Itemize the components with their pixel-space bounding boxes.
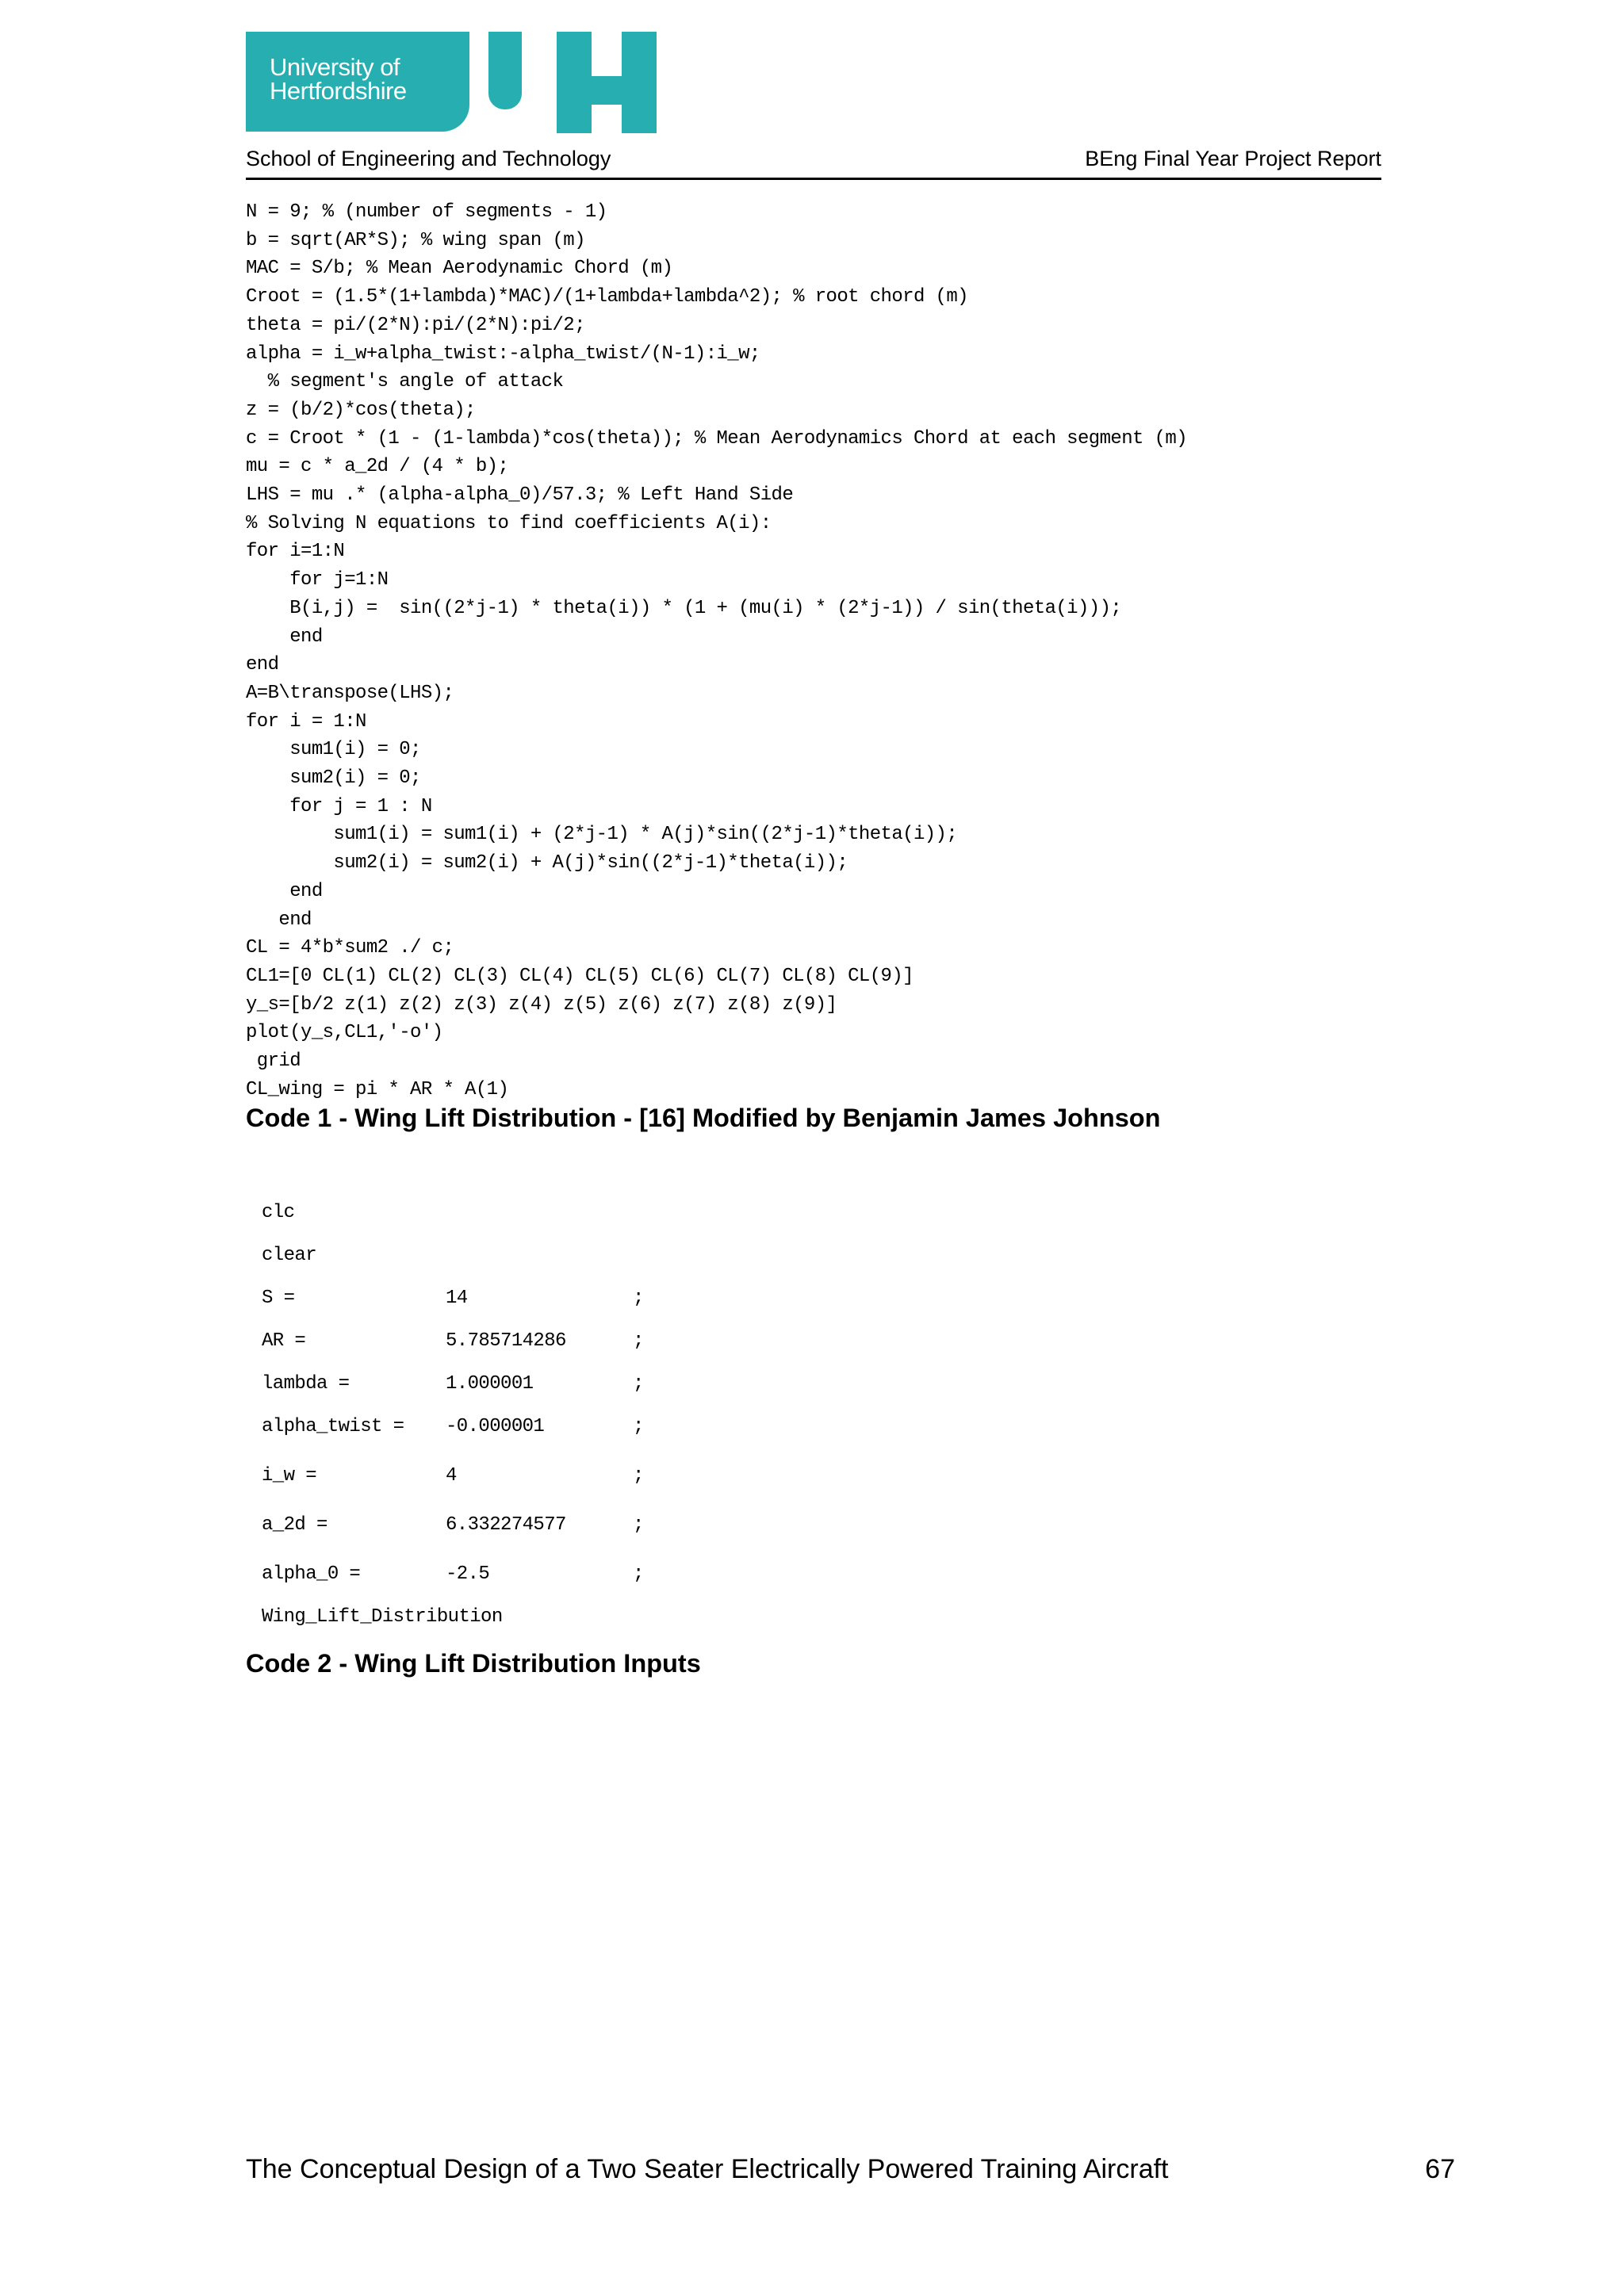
code-line: N = 9; % (number of segments - 1)	[246, 201, 607, 223]
input-terminator: ;	[633, 1563, 644, 1585]
input-terminator: ;	[633, 1330, 644, 1352]
code-line: alpha = i_w+alpha_twist:-alpha_twist/(N-1):i_w;	[246, 342, 760, 365]
caption-code-2: Code 2 - Wing Lift Distribution Inputs	[246, 1649, 701, 1678]
code-line: b = sqrt(AR*S); % wing span (m)	[246, 229, 585, 251]
code-line: B(i,j) = sin((2*j-1) * theta(i)) * (1 + (mu(i) * (2*j-1)) / sin(theta(i)));	[246, 597, 1122, 619]
code-line: CL_wing = pi * AR * A(1)	[246, 1078, 509, 1100]
code-line: Croot = (1.5*(1+lambda)*MAC)/(1+lambda+lambda^2); % root chord (m)	[246, 286, 968, 308]
caption-code-1: Code 1 - Wing Lift Distribution - [16] Modified by Benjamin James Johnson	[246, 1104, 1161, 1132]
footer-title: The Conceptual Design of a Two Seater Electrically Powered Training Aircraft	[246, 2154, 1169, 2184]
input-value: 1.000001	[446, 1373, 534, 1395]
code-line: % Solving N equations to find coefficients A(i):	[246, 512, 772, 534]
code-line: sum1(i) = 0;	[246, 739, 421, 761]
code-listing-1	[246, 198, 1435, 1104]
logo-letter-h-right	[622, 32, 657, 133]
code-line: % segment's angle of attack	[246, 371, 564, 393]
input-name: lambda =	[262, 1373, 350, 1395]
input-name: AR =	[262, 1330, 306, 1352]
page-number: 67	[1425, 2154, 1455, 2184]
code-line: end	[246, 880, 323, 902]
code-line: MAC = S/b; % Mean Aerodynamic Chord (m)	[246, 258, 673, 280]
input-terminator: ;	[633, 1288, 644, 1309]
input-value: 6.332274577	[446, 1514, 566, 1536]
input-value: -0.000001	[446, 1416, 545, 1437]
input-terminator: ;	[633, 1373, 644, 1395]
code-line: sum2(i) = 0;	[246, 767, 421, 790]
input-value: 5.785714286	[446, 1330, 566, 1352]
input-name: clc	[262, 1202, 295, 1223]
page-header	[246, 143, 1381, 180]
input-name: clear	[262, 1245, 317, 1266]
input-name: Wing_Lift_Distribution	[262, 1606, 503, 1628]
code-line: A=B\transpose(LHS);	[246, 682, 454, 704]
code-line: end	[246, 654, 279, 676]
code-line: theta = pi/(2*N):pi/(2*N):pi/2;	[246, 314, 585, 336]
header-school: School of Engineering and Technology	[246, 147, 611, 170]
code-line: end	[246, 909, 312, 931]
logo-text	[270, 55, 407, 103]
university-logo	[246, 32, 658, 133]
logo-line-2: Hertfordshire	[270, 77, 407, 105]
input-terminator: ;	[633, 1465, 644, 1487]
input-name: alpha_twist =	[262, 1416, 404, 1437]
logo-line-1: University of	[270, 53, 400, 81]
input-value: 4	[446, 1465, 457, 1487]
input-name: i_w =	[262, 1465, 317, 1487]
code-line: CL1=[0 CL(1) CL(2) CL(3) CL(4) CL(5) CL(6) CL(7) CL(8) CL(9)]	[246, 965, 914, 987]
input-name: alpha_0 =	[262, 1563, 361, 1585]
code-line: end	[246, 626, 323, 648]
code-line: plot(y_s,CL1,'-o')	[246, 1022, 443, 1044]
code-line: for i=1:N	[246, 541, 345, 563]
code-line: y_s=[b/2 z(1) z(2) z(3) z(4) z(5) z(6) z(7) z(8) z(9)]	[246, 993, 837, 1016]
header-report-type: BEng Final Year Project Report	[1085, 147, 1381, 170]
input-terminator: ;	[633, 1514, 644, 1536]
code-line: sum1(i) = sum1(i) + (2*j-1) * A(j)*sin((2*j-1)*theta(i));	[246, 824, 958, 846]
logo-letter-u	[488, 32, 522, 109]
input-value: -2.5	[446, 1563, 490, 1585]
logo-letter-h-left	[557, 32, 592, 133]
code-line: for j=1:N	[246, 569, 389, 591]
code-line: sum2(i) = sum2(i) + A(j)*sin((2*j-1)*theta(i));	[246, 852, 848, 874]
code-line: z = (b/2)*cos(theta);	[246, 399, 476, 421]
input-name: a_2d =	[262, 1514, 327, 1536]
input-value: 14	[446, 1288, 468, 1309]
code-line: grid	[246, 1050, 301, 1073]
logo-letter-h-bar	[592, 76, 622, 105]
input-terminator: ;	[633, 1416, 644, 1437]
code-line: for j = 1 : N	[246, 795, 432, 817]
logo-text-box	[246, 32, 469, 132]
code-line: CL = 4*b*sum2 ./ c;	[246, 937, 454, 959]
code-line: for i = 1:N	[246, 710, 366, 733]
code-line: c = Croot * (1 - (1-lambda)*cos(theta)); % Mean Aerodynamics Chord at each segment (m)	[246, 427, 1188, 450]
code-line: mu = c * a_2d / (4 * b);	[246, 456, 509, 478]
code-line: LHS = mu .* (alpha-alpha_0)/57.3; % Left Hand Side	[246, 484, 794, 507]
input-name: S =	[262, 1288, 295, 1309]
